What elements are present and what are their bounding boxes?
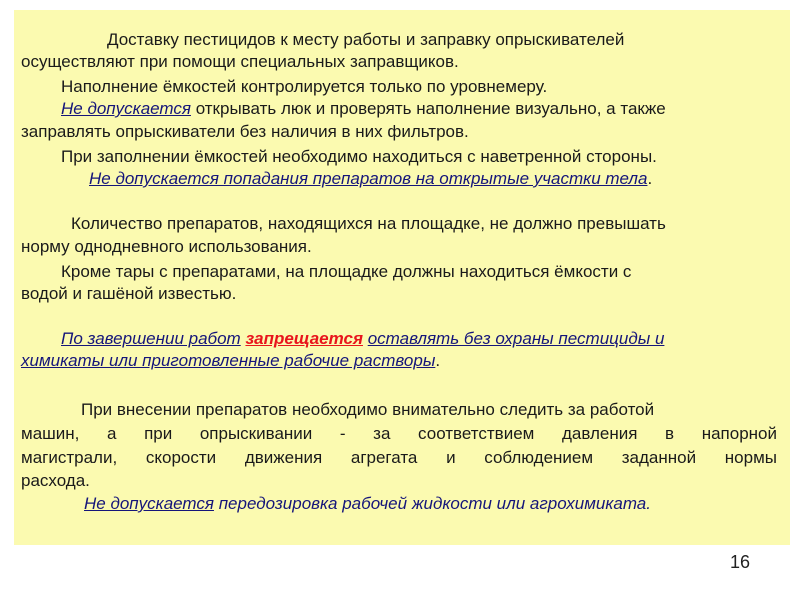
- prohibited-keyword: запрещается: [245, 329, 363, 348]
- text-line-15: машин, а при опрыскивании - за соответствием давления в напорной: [21, 424, 777, 443]
- prohibition-label-2: Не допускается: [84, 494, 214, 513]
- text-line-4-rest: открывать люк и проверять наполнение визуально, а также: [190, 99, 666, 118]
- page-number: 16: [730, 552, 751, 572]
- text-line-8: Количество препаратов, находящихся на площадке, не должно превышать: [71, 214, 666, 233]
- text-line-18: [84, 493, 651, 515]
- completion-phrase-rest: оставлять без охраны пестициды и: [367, 329, 665, 348]
- prohibition-body-contact: Не допускается попадания препаратов на открытые участки тела: [89, 169, 648, 188]
- text-line-7-end: .: [647, 169, 653, 188]
- text-line-12: [61, 328, 664, 350]
- slide-content-box: [14, 10, 790, 545]
- text-line-6: При заполнении ёмкостей необходимо находиться с наветренной стороны.: [61, 147, 657, 166]
- prohibition-label-1: Не допускается: [61, 99, 191, 118]
- text-line-9: норму однодневного использования.: [21, 237, 312, 256]
- text-line-11: водой и гашёной известью.: [21, 284, 237, 303]
- text-line-14: При внесении препаратов необходимо внимательно следить за работой: [81, 400, 655, 419]
- text-line-3: Наполнение ёмкостей контролируется только по уровнемеру.: [61, 77, 548, 96]
- text-line-7: [89, 168, 652, 190]
- text-line-1: Доставку пестицидов к месту работы и заправку опрыскивателей: [107, 30, 625, 49]
- text-line-5: заправлять опрыскиватели без наличия в них фильтров.: [21, 122, 469, 141]
- chemicals-phrase: химикаты или приготовленные рабочие растворы: [21, 351, 436, 370]
- completion-phrase: По завершении работ: [61, 329, 241, 348]
- text-line-2: осуществляют при помощи специальных заправщиков.: [21, 52, 459, 71]
- text-line-13-end: .: [435, 351, 441, 370]
- text-line-17: расхода.: [21, 471, 90, 490]
- text-line-10: Кроме тары с препаратами, на площадке должны находиться ёмкости с: [61, 262, 632, 281]
- text-line-16: магистрали, скорости движения агрегата и соблюдением заданной нормы: [21, 448, 777, 467]
- text-line-13: [21, 350, 440, 372]
- overdose-phrase: передозировка рабочей жидкости или агрохимиката.: [213, 494, 651, 513]
- text-line-4: [61, 98, 666, 120]
